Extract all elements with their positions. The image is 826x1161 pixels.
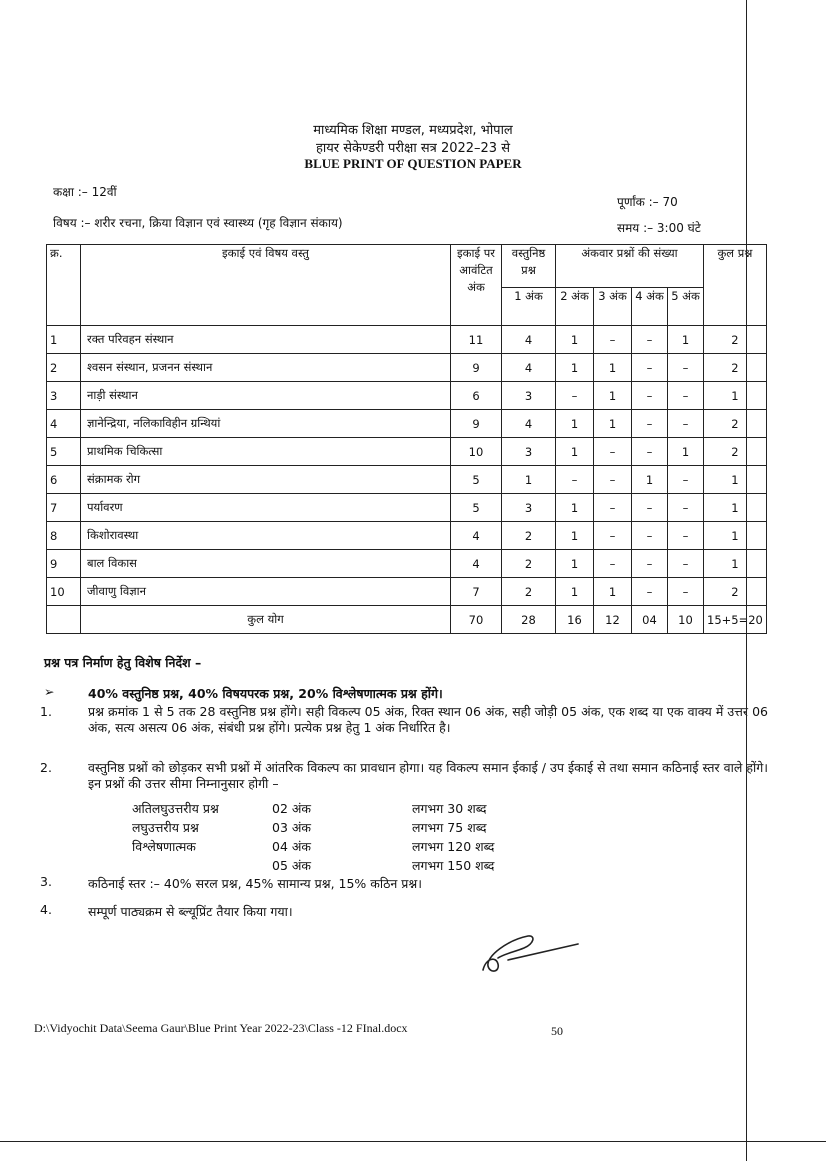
- cell-obj: 4: [502, 354, 556, 382]
- cell-m5: –: [668, 382, 704, 410]
- cell-obj: 4: [502, 326, 556, 354]
- bullet-marker: ➢: [44, 684, 55, 699]
- cell-obj: 3: [502, 382, 556, 410]
- table-row: [47, 410, 767, 438]
- cell-marks: 9: [451, 410, 502, 438]
- cell-m3: –: [594, 326, 632, 354]
- instruction-number-3: 3.: [40, 874, 52, 889]
- cell-m5: –: [668, 522, 704, 550]
- cell-m4: 1: [632, 466, 668, 494]
- blueprint-table: [46, 244, 767, 634]
- cell-m2: 1: [556, 410, 594, 438]
- table-row: [47, 522, 767, 550]
- exam-session: हायर सेकेण्डरी परीक्षा सत्र 2022–23 से: [315, 141, 510, 156]
- cell-unit: पर्यावरण: [81, 494, 451, 522]
- cell-m3: 1: [594, 382, 632, 410]
- scan-edge-horizontal: [0, 1141, 826, 1142]
- cell-sno: 2: [47, 354, 81, 382]
- cell-total: 1: [704, 494, 767, 522]
- total-marks: 70: [451, 606, 502, 634]
- cell-unit: ज्ञानेन्द्रिया, नलिकाविहीन ग्रन्थियां: [81, 410, 451, 438]
- cell-m4: –: [632, 522, 668, 550]
- cell-obj: 3: [502, 438, 556, 466]
- cell-marks: 10: [451, 438, 502, 466]
- limit-words: लगभग 30 शब्द: [412, 801, 487, 816]
- cell-m4: –: [632, 438, 668, 466]
- header-3-mark: 3 अंक: [594, 288, 632, 326]
- cell-marks: 5: [451, 494, 502, 522]
- cell-m5: 1: [668, 326, 704, 354]
- header-total: कुल प्रश्न: [704, 245, 767, 326]
- page-number: 50: [551, 1024, 563, 1038]
- limit-type: लघुउत्तरीय प्रश्न: [132, 820, 199, 835]
- cell-m3: 1: [594, 410, 632, 438]
- total-obj: 28: [502, 606, 556, 634]
- cell-total: 2: [704, 438, 767, 466]
- cell-m5: –: [668, 410, 704, 438]
- cell-unit: श्वसन संस्थान, प्रजनन संस्थान: [81, 354, 451, 382]
- cell-total: 1: [704, 550, 767, 578]
- total-m4: 04: [632, 606, 668, 634]
- cell-unit: संक्रामक रोग: [81, 466, 451, 494]
- cell-m3: –: [594, 466, 632, 494]
- cell-marks: 6: [451, 382, 502, 410]
- cell-obj: 3: [502, 494, 556, 522]
- cell-m4: –: [632, 326, 668, 354]
- full-marks-label: पूर्णांक :– 70: [617, 195, 678, 209]
- time-label: समय :– 3:00 घंटे: [617, 221, 701, 235]
- header-5-mark: 5 अंक: [668, 288, 704, 326]
- header-4-mark: 4 अंक: [632, 288, 668, 326]
- cell-sno: 4: [47, 410, 81, 438]
- cell-m2: 1: [556, 326, 594, 354]
- cell-m2: –: [556, 382, 594, 410]
- header-marks: इकाई पर आवंटित अंक: [451, 245, 502, 326]
- cell-m3: –: [594, 494, 632, 522]
- cell-sno: 1: [47, 326, 81, 354]
- total-unit: कुल योग: [81, 606, 451, 634]
- cell-marks: 4: [451, 550, 502, 578]
- class-label: कक्षा :– 12वीं: [53, 185, 117, 199]
- table-row: [47, 494, 767, 522]
- file-path: D:\Vidyochit Data\Seema Gaur\Blue Print Year 2022-23\Class -12 FInal.docx: [34, 1021, 408, 1035]
- total-m5: 10: [668, 606, 704, 634]
- cell-m4: –: [632, 578, 668, 606]
- cell-unit: जीवाणु विज्ञान: [81, 578, 451, 606]
- cell-m2: 1: [556, 438, 594, 466]
- cell-unit: रक्त परिवहन संस्थान: [81, 326, 451, 354]
- cell-m5: –: [668, 354, 704, 382]
- board-title: माध्यमिक शिक्षा मण्डल, मध्यप्रदेश, भोपाल: [313, 123, 513, 138]
- cell-m4: –: [632, 494, 668, 522]
- header-objective: वस्तुनिष्ठ प्रश्न: [502, 245, 556, 288]
- cell-sno: 3: [47, 382, 81, 410]
- instructions-title: प्रश्न पत्र निर्माण हेतु विशेष निर्देश –: [44, 655, 202, 670]
- cell-total: 2: [704, 578, 767, 606]
- cell-sno: 10: [47, 578, 81, 606]
- cell-m4: –: [632, 354, 668, 382]
- cell-m5: –: [668, 550, 704, 578]
- cell-total: 1: [704, 522, 767, 550]
- limit-type: विश्लेषणात्मक: [132, 839, 196, 854]
- instruction-text-1: प्रश्न क्रमांक 1 से 5 तक 28 वस्तुनिष्ठ प्रश्न होंगे। सही विकल्प 05 अंक, रिक्त स्थान 06 अंक, सही जोड़ी 05 अंक, एक शब्द या एक वाक्य में उत्तर 06 अंक, सत्य असत्य 06 अंक, संबंधी प्रश्न होंगे। प्रत्येक प्रश्न हेतु 1 अंक निर्धारित है।: [88, 704, 768, 735]
- table-row: [47, 466, 767, 494]
- cell-sno: 6: [47, 466, 81, 494]
- table-row: [47, 438, 767, 466]
- header-sno: क्र.: [47, 245, 81, 326]
- cell-empty: [47, 606, 81, 634]
- limit-words: लगभग 120 शब्द: [412, 839, 495, 854]
- total-row: [47, 606, 767, 634]
- cell-m5: –: [668, 494, 704, 522]
- cell-m2: –: [556, 466, 594, 494]
- cell-sno: 9: [47, 550, 81, 578]
- cell-obj: 2: [502, 578, 556, 606]
- instruction-number-1: 1.: [40, 704, 52, 719]
- cell-obj: 1: [502, 466, 556, 494]
- cell-obj: 4: [502, 410, 556, 438]
- cell-m4: –: [632, 382, 668, 410]
- instruction-text-3: कठिनाई स्तर :– 40% सरल प्रश्न, 45% सामान्य प्रश्न, 15% कठिन प्रश्न।: [88, 876, 422, 891]
- table-row: [47, 382, 767, 410]
- cell-sno: 7: [47, 494, 81, 522]
- blueprint-title: BLUE PRINT OF QUESTION PAPER: [304, 156, 522, 171]
- cell-total: 2: [704, 354, 767, 382]
- table-row: [47, 578, 767, 606]
- cell-m5: –: [668, 578, 704, 606]
- cell-marks: 5: [451, 466, 502, 494]
- limit-words: लगभग 150 शब्द: [412, 858, 495, 873]
- cell-unit: प्राथमिक चिकित्सा: [81, 438, 451, 466]
- total-m3: 12: [594, 606, 632, 634]
- cell-unit: किशोरावस्था: [81, 522, 451, 550]
- limit-words: लगभग 75 शब्द: [412, 820, 487, 835]
- cell-total: 1: [704, 466, 767, 494]
- cell-marks: 4: [451, 522, 502, 550]
- signature: [478, 930, 588, 978]
- instruction-number-2: 2.: [40, 760, 52, 775]
- cell-m3: 1: [594, 578, 632, 606]
- cell-m3: –: [594, 522, 632, 550]
- limit-marks: 02 अंक: [272, 801, 312, 816]
- cell-marks: 11: [451, 326, 502, 354]
- limit-marks: 03 अंक: [272, 820, 312, 835]
- instruction-number-4: 4.: [40, 902, 52, 917]
- table-row: [47, 326, 767, 354]
- cell-m3: –: [594, 438, 632, 466]
- instruction-text-2: वस्तुनिष्ठ प्रश्नों को छोड़कर सभी प्रश्नों में आंतरिक विकल्प का प्रावधान होगा। यह विकल्प समान ईकाई / उप ईकाई से तथा समान कठिनाई स्तर वाले होंगे। इन प्रश्नों की उत्तर सीमा निम्नानुसार होगी –: [88, 760, 768, 791]
- cell-m5: –: [668, 466, 704, 494]
- cell-m4: –: [632, 550, 668, 578]
- header-2-mark: 2 अंक: [556, 288, 594, 326]
- cell-obj: 2: [502, 550, 556, 578]
- instruction-text-4: सम्पूर्ण पाठ्यक्रम से ब्ल्यूप्रिंट तैयार किया गया।: [88, 904, 293, 919]
- total-m2: 16: [556, 606, 594, 634]
- cell-m2: 1: [556, 522, 594, 550]
- cell-m4: –: [632, 410, 668, 438]
- limit-type: अतिलघुउत्तरीय प्रश्न: [132, 801, 219, 816]
- cell-m2: 1: [556, 494, 594, 522]
- cell-m2: 1: [556, 550, 594, 578]
- cell-total: 1: [704, 382, 767, 410]
- limit-marks: 04 अंक: [272, 839, 312, 854]
- cell-m2: 1: [556, 578, 594, 606]
- scan-edge-vertical: [746, 0, 747, 1161]
- header-1-mark: 1 अंक: [502, 288, 556, 326]
- table-row: [47, 354, 767, 382]
- subject-label: विषय :– शरीर रचना, क्रिया विज्ञान एवं स्वास्थ्य (गृह विज्ञान संकाय): [53, 216, 343, 230]
- cell-sno: 5: [47, 438, 81, 466]
- header-markwise: अंकवार प्रश्नों की संख्या: [556, 245, 704, 288]
- cell-m3: 1: [594, 354, 632, 382]
- cell-sno: 8: [47, 522, 81, 550]
- question-ratio-note: 40% वस्तुनिष्ठ प्रश्न, 40% विषयपरक प्रश्न, 20% विश्लेषणात्मक प्रश्न होंगे।: [88, 686, 443, 701]
- header-unit: इकाई एवं विषय वस्तु: [81, 245, 451, 326]
- cell-marks: 9: [451, 354, 502, 382]
- table-row: [47, 550, 767, 578]
- cell-obj: 2: [502, 522, 556, 550]
- cell-total: 2: [704, 326, 767, 354]
- cell-unit: नाड़ी संस्थान: [81, 382, 451, 410]
- cell-marks: 7: [451, 578, 502, 606]
- cell-unit: बाल विकास: [81, 550, 451, 578]
- cell-m5: 1: [668, 438, 704, 466]
- cell-m3: –: [594, 550, 632, 578]
- cell-total: 2: [704, 410, 767, 438]
- limit-marks: 05 अंक: [272, 858, 312, 873]
- cell-m2: 1: [556, 354, 594, 382]
- total-total: 15+5=20: [704, 606, 767, 634]
